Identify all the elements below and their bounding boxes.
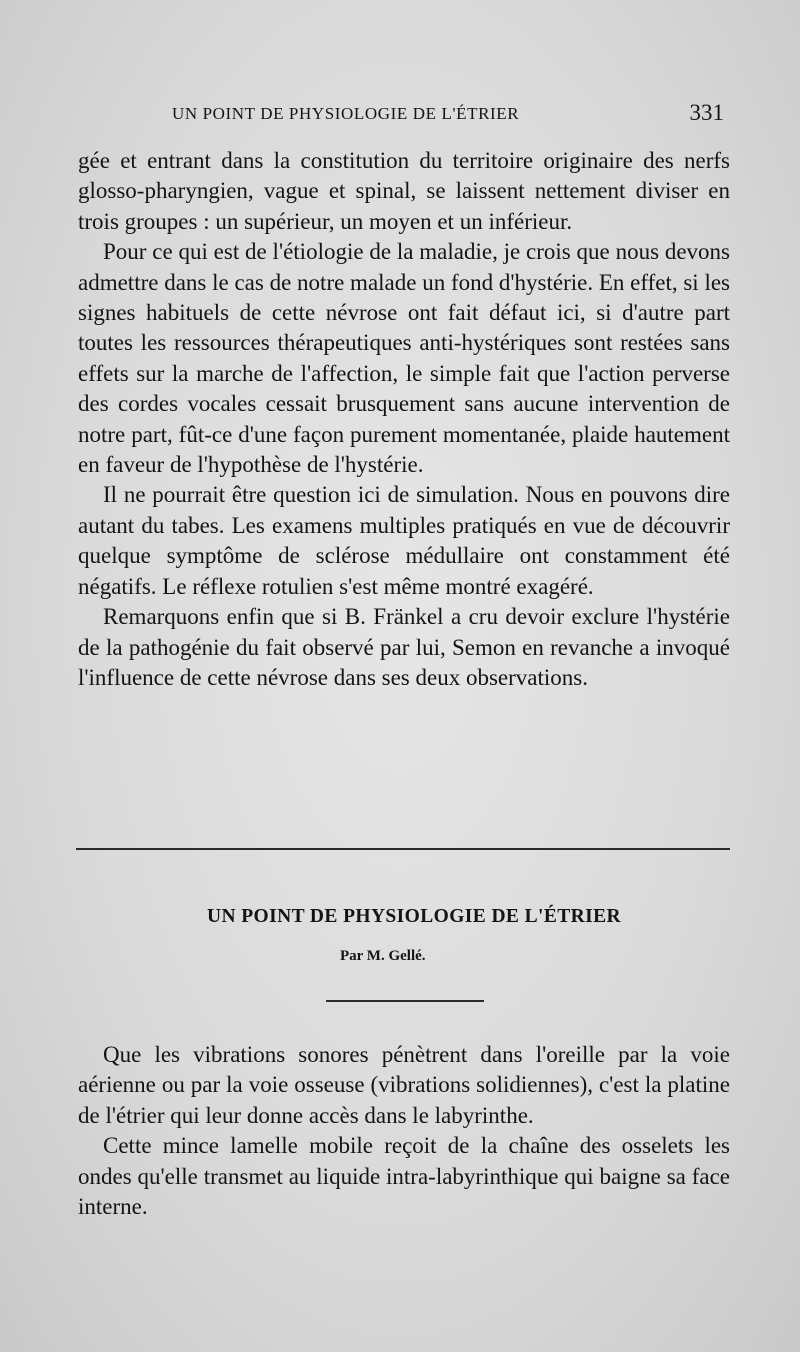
article-text — [78, 1040, 730, 1222]
title-divider — [326, 1000, 484, 1002]
paragraph: Cette mince lamelle mobile reçoit de la chaîne des osselets les ondes qu'elle transmet au liquide intra-labyrinthique qui baigne sa face interne. — [78, 1133, 730, 1220]
paragraph: gée et entrant dans la constitution du territoire originaire des nerfs glosso-pharyngien, vague et spinal, se laissent nettement diviser en trois groupes : un supérieur, un moyen et un inférieur. — [78, 148, 730, 234]
running-title: UN POINT DE PHYSIOLOGIE DE L'ÉTRIER — [172, 104, 520, 123]
paragraph: Remarquons enfin que si B. Fränkel a cru devoir exclure l'hystérie de la pathogénie du fait observé par lui, Semon en revanche a invoqué l'influence de cette névrose dans ses deux observations. — [78, 604, 730, 690]
article-byline: Par M. Gellé. — [340, 948, 426, 964]
previous-article-text — [78, 146, 730, 693]
paragraph: Il ne pourrait être question ici de simulation. Nous en pouvons dire autant du tabes. Les examens multiples pratiqués en vue de découvrir quelque symptôme de sclérose médullaire ont constamment été négatifs. Le réflexe rotulien s'est même montré exagéré. — [78, 482, 730, 599]
section-divider — [76, 848, 730, 850]
article-title: UN POINT DE PHYSIOLOGIE DE L'ÉTRIER — [206, 906, 622, 927]
paragraph: Pour ce qui est de l'étiologie de la maladie, je crois que nous devons admettre dans le cas de notre malade un fond d'hystérie. En effet, si les signes habituels de cette névrose ont fait défaut ici, si d'autre part toutes les ressources thérapeutiques anti-hystériques sont restées sans effets sur la marche de l'affection, le simple fait que l'action perverse des cordes vocales cessait brusquement sans aucune intervention de notre part, fût-ce d'une façon purement momentanée, plaide hautement en faveur de l'hypothèse de l'hystérie. — [78, 239, 730, 478]
running-header — [172, 100, 724, 130]
paragraph: Que les vibrations sonores pénètrent dans l'oreille par la voie aérienne ou par la voie osseuse (vibrations solidiennes), c'est la platine de l'étrier qui leur donne accès dans le labyrinthe. — [78, 1042, 730, 1128]
page-number: 331 — [689, 100, 724, 125]
